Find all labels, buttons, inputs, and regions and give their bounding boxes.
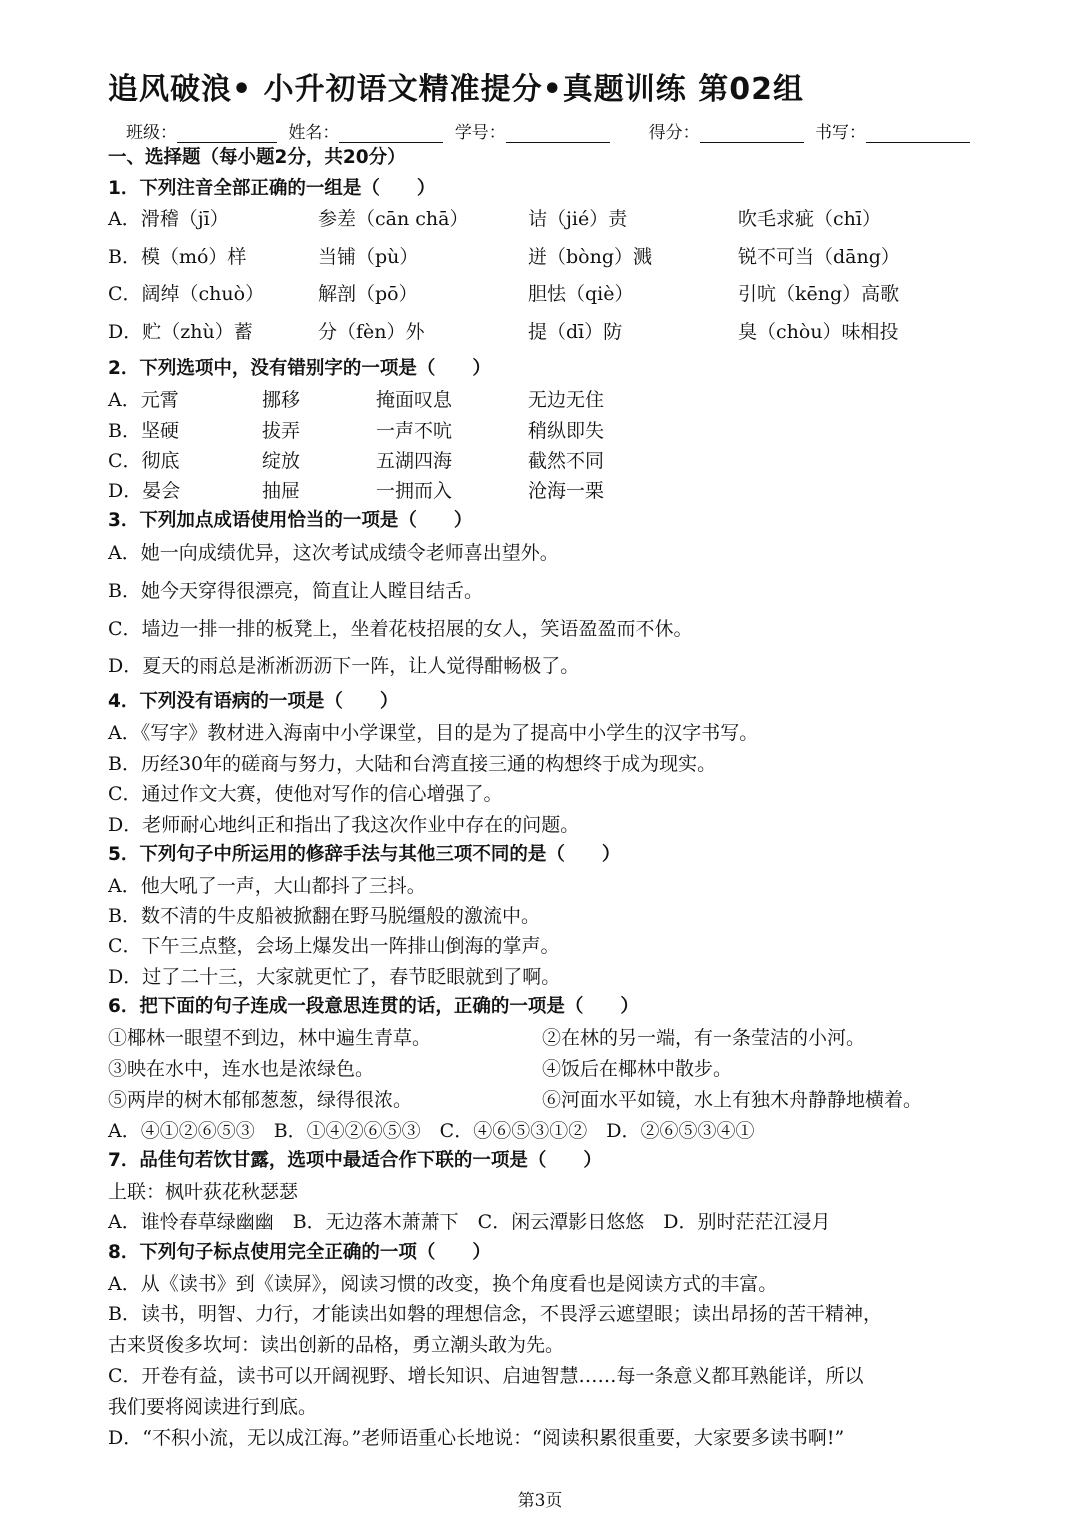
q5-option-b: B．数不清的牛皮船被掀翻在野马脱缰般的激流中。 [108, 905, 540, 927]
question-5-stem: 5．下列句子中所运用的修辞手法与其他三项不同的是（ ） [108, 844, 621, 865]
question-1-stem: 1．下列注音全部正确的一组是（ ） [108, 178, 436, 199]
q2-d-1: D．晏会 [108, 480, 181, 502]
id-label: 学号： [454, 123, 506, 143]
q2-d-3: 一拥而入 [376, 480, 453, 502]
q8-line-1: A．从《读书》到《读屏》，阅读习惯的改变，换个角度看也是阅读方式的丰富。 [108, 1273, 778, 1295]
student-info-line [126, 118, 1006, 143]
section-heading: 一、选择题（每小题2分，共20分） [108, 147, 406, 168]
q8-line-2: B．读书，明智、力行，才能读出如磐的理想信念，不畏浮云遮望眼；读出昂扬的苦干精神， [108, 1303, 882, 1325]
q3-option-d: D．夏天的雨总是淅淅沥沥下一阵，让人觉得酣畅极了。 [108, 655, 580, 677]
writing-blank[interactable] [866, 122, 970, 143]
q1-b-3: 迸（bòng）溅 [528, 246, 653, 268]
q2-d-2: 抽屉 [262, 480, 301, 502]
q2-a-2: 挪移 [262, 389, 301, 411]
q2-a-4: 无边无住 [528, 389, 605, 411]
question-3-stem: 3．下列加点成语使用恰当的一项是（ ） [108, 510, 473, 531]
q6-sentence-4: ④饭后在椰林中散步。 [542, 1058, 733, 1080]
q3-option-b: B．她今天穿得很漂亮，简直让人瞠目结舌。 [108, 580, 483, 602]
q1-b-1: B．模（mó）样 [108, 246, 247, 268]
q1-c-4: 引吭（kēng）高歌 [738, 283, 900, 305]
name-label: 姓名： [288, 123, 340, 143]
q2-b-3: 一声不吭 [376, 420, 453, 442]
q1-d-1: D．贮（zhù）蓄 [108, 321, 253, 343]
q5-option-c: C．下午三点整，会场上爆发出一阵排山倒海的掌声。 [108, 935, 560, 957]
q1-a-2: 参差（cān chā） [318, 208, 469, 230]
score-blank[interactable] [700, 122, 804, 143]
q2-a-3: 掩面叹息 [376, 389, 453, 411]
q6-sentence-3: ③映在水中，连水也是浓绿色。 [108, 1058, 375, 1080]
q5-option-a: A．他大吼了一声，大山都抖了三抖。 [108, 875, 426, 897]
q2-c-2: 绽放 [262, 450, 301, 472]
q2-b-1: B．坚硬 [108, 420, 179, 442]
q8-line-4: C．开卷有益，读书可以开阔视野、增长知识、启迪智慧……每一条意义都耳熟能详，所以 [108, 1365, 864, 1387]
question-8-stem: 8．下列句子标点使用完全正确的一项（ ） [108, 1242, 491, 1263]
q1-b-4: 锐不可当（dāng） [738, 246, 900, 268]
q6-sentence-2: ②在林的另一端，有一条莹洁的小河。 [542, 1027, 866, 1049]
q1-c-3: 胆怯（qiè） [528, 283, 634, 305]
q2-d-4: 沧海一栗 [528, 480, 605, 502]
question-4-stem: 4．下列没有语病的一项是（ ） [108, 691, 399, 712]
q3-option-a: A．她一向成绩优异，这次考试成绩令老师喜出望外。 [108, 542, 559, 564]
q7-upper-couplet: 上联：枫叶荻花秋瑟瑟 [108, 1181, 299, 1203]
class-label: 班级： [126, 123, 177, 143]
page-number: 第3页 [517, 1491, 563, 1511]
q1-a-3: 诘（jié）责 [528, 208, 628, 230]
q4-option-c: C．通过作文大赛，使他对写作的信心增强了。 [108, 783, 503, 805]
question-7-stem: 7．品佳句若饮甘露，选项中最适合作下联的一项是（ ） [108, 1150, 602, 1171]
q4-option-a: A．《写字》教材进入海南中小学课堂，目的是为了提高中小学生的汉字书写。 [108, 722, 759, 744]
id-blank[interactable] [506, 122, 610, 143]
q4-option-d: D．老师耐心地纠正和指出了我这次作业中存在的问题。 [108, 814, 580, 836]
q2-c-1: C．彻底 [108, 450, 180, 472]
q6-sentence-6: ⑥河面水平如镜，水上有独木舟静静地横着。 [542, 1089, 923, 1111]
q6-choices: A．④①②⑥⑤③ B．①④②⑥⑤③ C．④⑥⑤③①② D．②⑥⑤③④① [108, 1120, 755, 1142]
q1-d-4: 臭（chòu）味相投 [738, 321, 899, 343]
class-blank[interactable] [177, 122, 277, 143]
q6-sentence-1: ①椰林一眼望不到边，林中遍生青草。 [108, 1027, 432, 1049]
score-label: 得分： [648, 123, 700, 143]
q8-line-6: D．“不积小流，无以成江海。”老师语重心长地说：“阅读积累很重要，大家要多读书啊!” [108, 1427, 845, 1449]
question-2-stem: 2．下列选项中，没有错别字的一项是（ ） [108, 358, 491, 379]
q1-a-1: A．滑稽（jī） [108, 208, 229, 230]
q6-sentence-5: ⑤两岸的树木郁郁葱葱，绿得很浓。 [108, 1089, 413, 1111]
q1-d-3: 提（dī）防 [528, 321, 623, 343]
q8-line-3: 古来贤俊多坎坷：读出创新的品格，勇立潮头敢为先。 [108, 1334, 565, 1356]
q1-d-2: 分（fèn）外 [318, 321, 425, 343]
q3-option-c: C．墙边一排一排的板凳上，坐着花枝招展的女人，笑语盈盈而不休。 [108, 618, 693, 640]
q2-a-1: A．元霄 [108, 389, 179, 411]
q1-a-4: 吹毛求疵（chī） [738, 208, 881, 230]
q1-b-2: 当铺（pù） [318, 246, 419, 268]
q5-option-d: D．过了二十三，大家就更忙了，春节眨眼就到了啊。 [108, 966, 561, 988]
writing-label: 书写： [815, 123, 867, 143]
q2-c-3: 五湖四海 [376, 450, 453, 472]
q1-c-2: 解剖（pō） [318, 283, 418, 305]
q2-b-4: 稍纵即失 [528, 420, 605, 442]
q2-c-4: 截然不同 [528, 450, 605, 472]
question-6-stem: 6．把下面的句子连成一段意思连贯的话，正确的一项是（ ） [108, 996, 639, 1017]
q8-line-5: 我们要将阅读进行到底。 [108, 1396, 318, 1418]
q2-b-2: 拔弄 [262, 420, 301, 442]
page-title: 追风破浪• 小升初语文精准提分•真题训练 第02组 [108, 72, 804, 107]
q4-option-b: B．历经30年的磋商与努力，大陆和台湾直接三通的构想终于成为现实。 [108, 753, 717, 775]
q7-choices: A．谁怜春草绿幽幽 B．无边落木萧萧下 C．闲云潭影日悠悠 D．别时茫茫江浸月 [108, 1211, 831, 1233]
name-blank[interactable] [339, 122, 443, 143]
q1-c-1: C．阔绰（chuò） [108, 283, 265, 305]
